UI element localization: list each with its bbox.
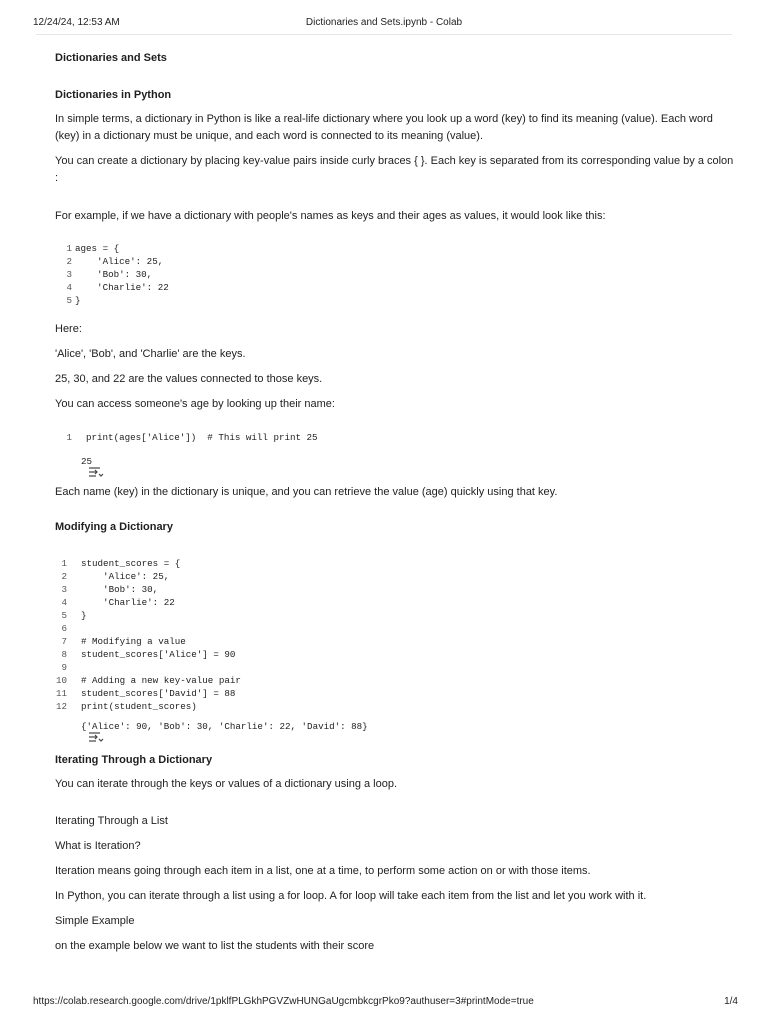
line-number: 9: [61, 662, 67, 673]
code-text: # Modifying a value: [81, 636, 186, 647]
code-line: [55, 596, 735, 609]
code-line: [55, 635, 735, 648]
code-cell-student-scores[interactable]: [55, 557, 735, 713]
code-cell-print-alice[interactable]: [60, 431, 735, 444]
line-number: 5: [66, 295, 72, 306]
notebook-content: [55, 52, 735, 963]
paragraph-what: What is Iteration?: [55, 840, 141, 852]
code-line: [55, 609, 735, 622]
cell-output-text: {'Alice': 90, 'Bob': 30, 'Charlie': 22, 'David': 88}: [81, 720, 368, 732]
code-line: [55, 674, 735, 687]
line-number: 12: [55, 701, 67, 712]
code-text: ages = {: [75, 243, 120, 254]
code-line: [55, 648, 735, 661]
notebook-title: Dictionaries and Sets: [55, 52, 167, 64]
paragraph-example-desc: on the example below we want to list the students with their score: [55, 940, 375, 952]
code-text: student_scores['David'] = 88: [81, 688, 236, 699]
paragraph-keys: 'Alice', 'Bob', and 'Charlie' are the keys.: [55, 348, 246, 360]
code-line: [60, 268, 735, 281]
code-line: [55, 661, 735, 674]
section-heading-modifying: Modifying a Dictionary: [55, 521, 173, 533]
code-line: [55, 570, 735, 583]
code-text: 'Alice': 25,: [81, 571, 170, 582]
code-text: # Adding a new key-value pair: [81, 675, 241, 686]
paragraph-unique: Each name (key) in the dictionary is unique, and you can retrieve the value (age) quickly using that key.: [55, 486, 558, 498]
code-line: [60, 294, 735, 307]
code-text: 'Charlie': 22: [75, 282, 169, 293]
print-datetime: 12/24/24, 12:53 AM: [33, 17, 120, 28]
code-text: }: [81, 610, 87, 621]
code-text: 'Bob': 30,: [81, 584, 159, 595]
paragraph-example: For example, if we have a dictionary with people's names as keys and their ages as values, it would look like this:: [55, 210, 606, 222]
paragraph-simple: Simple Example: [55, 915, 135, 927]
code-line: [55, 700, 735, 713]
line-number: 5: [61, 610, 67, 621]
paragraph-iterate: You can iterate through the keys or values of a dictionary using a loop.: [55, 778, 398, 790]
code-text: 'Bob': 30,: [75, 269, 153, 280]
print-page-number: 1/4: [724, 996, 738, 1007]
code-text: print(ages['Alice']) # This will print 25: [86, 432, 318, 443]
code-text: 'Charlie': 22: [81, 597, 175, 608]
line-number: 1: [61, 558, 67, 569]
paragraph-create: You can create a dictionary by placing key-value pairs inside curly braces { }. Each key is separated from its corresponding value by a colon :: [55, 155, 734, 184]
line-number: 3: [66, 269, 72, 280]
code-line: [55, 557, 735, 570]
paragraph-intro: In simple terms, a dictionary in Python is like a real-life dictionary where you look up a word (key) to find its meaning (value). Each word (key) in a dictionary must be unique, and each word is connected to its meaning (value).: [55, 113, 713, 142]
code-line: [60, 255, 735, 268]
code-text: print(student_scores): [81, 701, 197, 712]
line-number: 8: [61, 649, 67, 660]
paragraph-values: 25, 30, and 22 are the values connected to those keys.: [55, 373, 323, 385]
paragraph-definition: Iteration means going through each item in a list, one at a time, to perform some action on or with those items.: [55, 865, 591, 877]
code-text: }: [75, 295, 81, 306]
output-toggle-icon[interactable]: [55, 720, 71, 732]
code-text: student_scores['Alice'] = 90: [81, 649, 236, 660]
line-number: 4: [66, 282, 72, 293]
line-number: 2: [66, 256, 72, 267]
line-number: 4: [61, 597, 67, 608]
code-line: [60, 431, 735, 444]
code-line: [60, 281, 735, 294]
line-number: 6: [61, 623, 67, 634]
code-line: [55, 687, 735, 700]
paragraph-here: Here:: [55, 323, 82, 335]
header-divider: [36, 34, 732, 35]
output-toggle-icon[interactable]: [55, 455, 71, 467]
paragraph-access: You can access someone's age by looking up their name:: [55, 398, 335, 410]
cell-output-row: [55, 455, 735, 467]
line-number: 2: [61, 571, 67, 582]
print-url: https://colab.research.google.com/drive/1pklfPLGkhPGVZwHUNGaUgcmbkcgrPko9?authuser=3#printMode=true: [33, 996, 534, 1007]
section-heading-dictionaries: Dictionaries in Python: [55, 89, 172, 101]
paragraph-list-heading: Iterating Through a List: [55, 815, 168, 827]
line-number: 10: [55, 675, 67, 686]
code-text: 'Alice': 25,: [75, 256, 164, 267]
cell-output-row: [55, 720, 735, 732]
line-number: 7: [61, 636, 67, 647]
line-number: 11: [55, 688, 67, 699]
print-title: Dictionaries and Sets.ipynb - Colab: [305, 17, 463, 28]
section-heading-iterating: Iterating Through a Dictionary: [55, 754, 213, 766]
code-cell-ages[interactable]: [60, 242, 735, 307]
paragraph-forloop: In Python, you can iterate through a list using a for loop. A for loop will take each item from the list and let you work with it.: [55, 890, 647, 902]
code-line: [60, 242, 735, 255]
code-line: [55, 622, 735, 635]
line-number: 1: [66, 243, 72, 254]
code-text: student_scores = {: [81, 558, 181, 569]
line-number: 1: [66, 432, 72, 443]
cell-output-text: 25: [81, 455, 93, 467]
code-line: [55, 583, 735, 596]
line-number: 3: [61, 584, 67, 595]
